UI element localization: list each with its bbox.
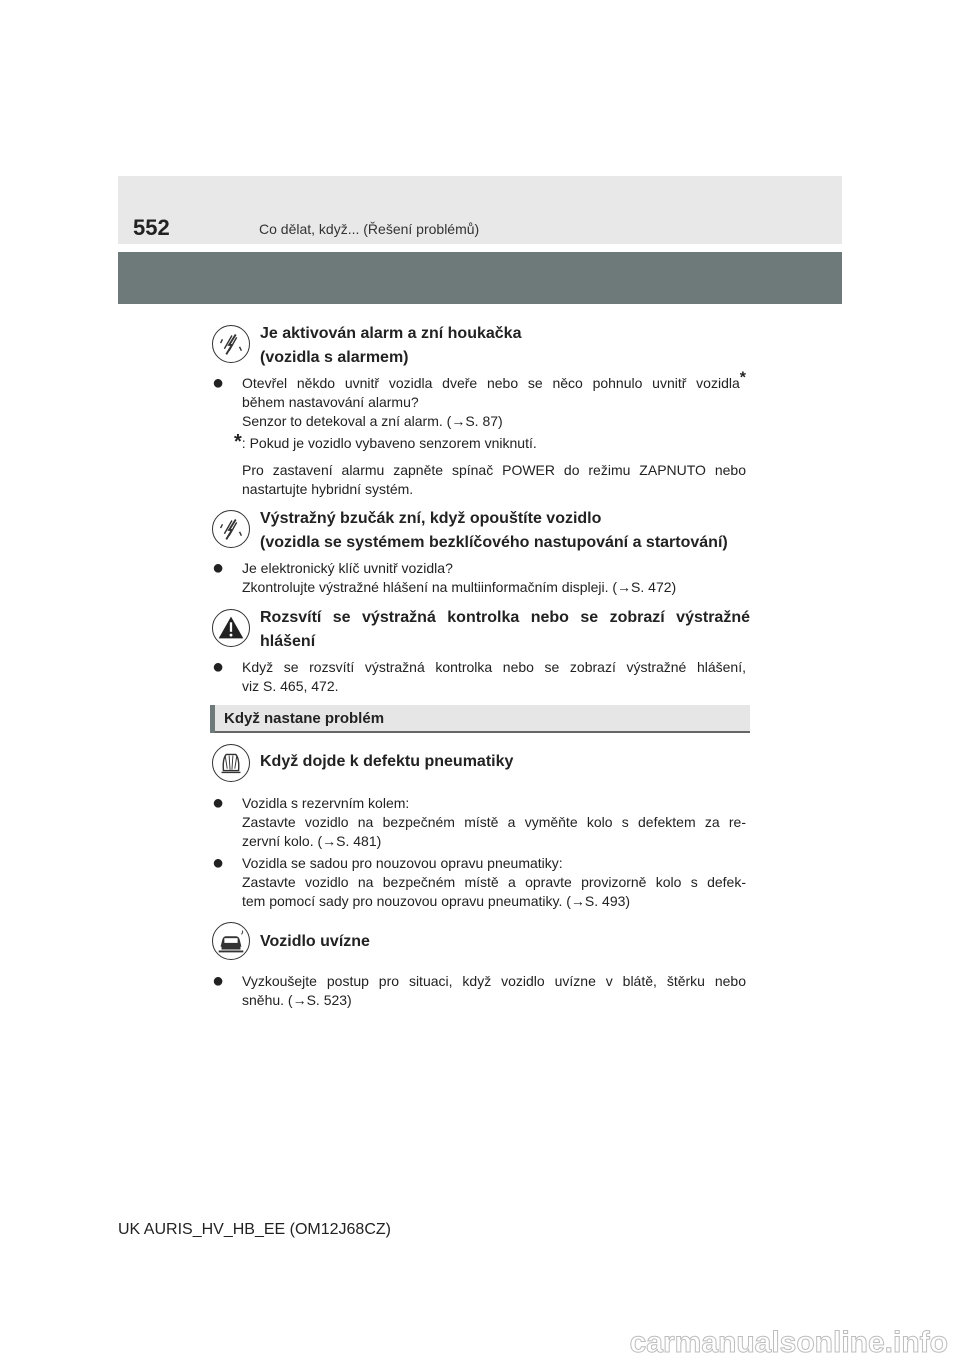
section-heading: Když dojde k defektu pneumatiky bbox=[260, 753, 514, 770]
section-heading: Rozsvítí se výstražná kontrolka nebo se zobrazí výstražné hlášení bbox=[260, 609, 750, 650]
bullet-point: ● bbox=[212, 970, 225, 992]
page-number: 552 bbox=[133, 215, 170, 240]
note-text: Pro zastavení alarmu zapněte spínač POWER do režimu ZAPNUTO nebo nastartujte hybridní systém. bbox=[242, 462, 746, 497]
bullet-text: Otevřel někdo uvnitř vozidla dveře nebo se něco pohnulo uvnitř vozidla* během nastavování alarmu? Senzor to detekoval a zní alarm. (→S. 87) bbox=[242, 369, 746, 429]
watermark-text: carmanualsonline.info bbox=[629, 1326, 948, 1358]
section-heading: Je aktivován alarm a zní houkačka (vozidla s alarmem) bbox=[260, 325, 522, 366]
bullet-point: ● bbox=[212, 372, 225, 394]
footnote: *: Pokud je vozidlo vybaveno senzorem vniknutí. bbox=[234, 431, 537, 453]
bullet-text: Je elektronický klíč uvnitř vozidla? Zkontrolujte výstražné hlášení na multiinformačním displeji. (→S. 472) bbox=[242, 560, 677, 595]
section-heading: Výstražný bzučák zní, když opouštíte vozidlo (vozidla se systémem bezklíčového nastupování a startování) bbox=[260, 510, 728, 551]
bullet-point: ● bbox=[212, 792, 225, 814]
section-heading: Vozidlo uvízne bbox=[260, 933, 370, 950]
bullet-point: ● bbox=[212, 852, 225, 874]
bullet-text: Vozidla se sadou pro nouzovou opravu pneumatiky: Zastavte vozidlo na bezpečném místě a opravte provizorně kolo s defek- tem pomocí sady pro nouzovou opravu pneumatiky. (→S. 493) bbox=[242, 855, 746, 909]
bullet-text: Když se rozsvítí výstražná kontrolka nebo se zobrazí výstražné hlášení, viz S. 465, 472. bbox=[242, 659, 746, 694]
bullet-text: Vozidla s rezervním kolem: Zastavte vozidlo na bezpečném místě a vyměňte kolo s defektem za re- zervní kolo. (→S. 481) bbox=[242, 795, 746, 849]
bullet-text: Vyzkoušejte postup pro situaci, když vozidlo uvízne v blátě, štěrku nebo sněhu. (→S. 523) bbox=[242, 973, 746, 1008]
bullet-point: ● bbox=[212, 557, 225, 579]
section-title: Když nastane problém bbox=[224, 710, 385, 727]
chapter-title: Co dělat, když... (Řešení problémů) bbox=[259, 221, 480, 237]
bullet-point: ● bbox=[212, 656, 225, 678]
document-footer: UK AURIS_HV_HB_EE (OM12J68CZ) bbox=[118, 1221, 391, 1238]
